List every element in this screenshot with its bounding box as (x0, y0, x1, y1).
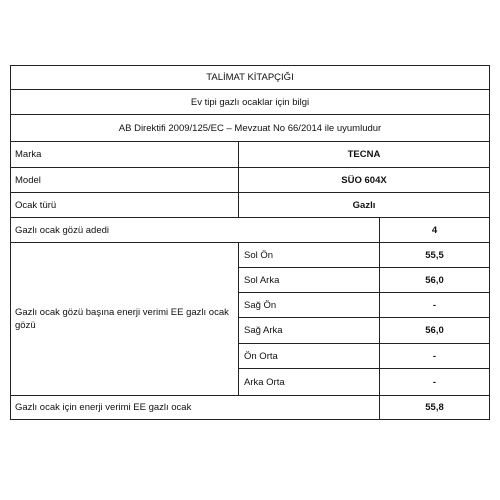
directive-row (10, 115, 490, 142)
table-title: TALİMAT KİTAPÇIĞI (206, 72, 294, 83)
row-value: TECNA (347, 149, 381, 160)
burner-count-row (10, 218, 490, 243)
per-burner-efficiency-label: Gazlı ocak gözü başına enerji verimi EE gazlı ocak gözü (11, 243, 239, 395)
row-label: Ocak türü (11, 193, 239, 217)
table-row (10, 193, 490, 218)
burner-efficiency-value: 56,0 (380, 268, 489, 293)
burner-position: Sağ Arka (239, 318, 380, 344)
row-label: Marka (11, 142, 239, 167)
row-label: Model (11, 168, 239, 192)
table-subtitle: Ev tipi gazlı ocaklar için bilgi (190, 96, 310, 108)
burner-count-value: 4 (431, 224, 438, 236)
total-efficiency-label: Gazlı ocak için enerji verimi EE gazlı ocak (11, 396, 380, 419)
per-burner-efficiency-block (10, 243, 490, 396)
burner-efficiency-value: - (380, 344, 489, 369)
burner-position: Sağ Ön (239, 293, 380, 318)
burner-position: Sol Arka (239, 268, 380, 293)
burner-position: Sol Ön (239, 243, 380, 268)
burner-position: Ön Orta (239, 344, 380, 369)
burner-position: Arka Orta (239, 369, 380, 395)
row-value: SÜO 604X (341, 174, 387, 186)
burner-efficiency-value: 55,5 (380, 243, 489, 268)
burner-efficiency-value: - (432, 376, 437, 388)
table-row (10, 168, 490, 193)
row-value: Gazlı (352, 199, 376, 211)
table-row (10, 142, 490, 168)
table-title-row (10, 65, 490, 90)
total-efficiency-value: 55,8 (425, 402, 444, 413)
directive-text: AB Direktifi 2009/125/EC – Mevzuat No 66/2014 ile uyumludur (118, 122, 382, 134)
burner-efficiency-value: 56,0 (380, 318, 489, 344)
burner-efficiency-value: - (380, 293, 489, 318)
table-subtitle-row (10, 90, 490, 115)
total-efficiency-row (10, 396, 490, 420)
burner-count-label: Gazlı ocak gözü adedi (11, 218, 380, 242)
